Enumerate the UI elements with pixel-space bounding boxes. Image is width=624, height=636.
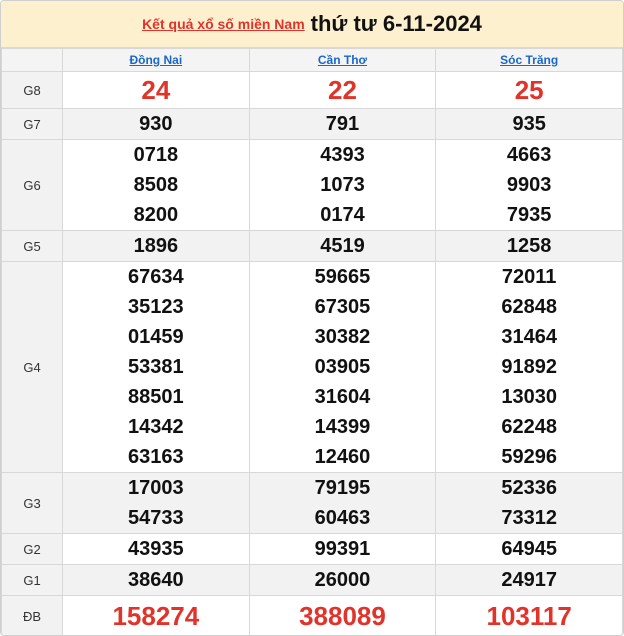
- prize-cell: [249, 140, 436, 231]
- prize-cell: [249, 473, 436, 534]
- prize-cell: [436, 140, 623, 231]
- prize-cell: [63, 534, 250, 565]
- prize-number: 91892: [501, 356, 557, 378]
- corner-cell: [2, 49, 63, 72]
- prize-number: 35123: [128, 296, 184, 318]
- prize-number: 1258: [506, 235, 552, 257]
- prize-number: 54733: [128, 507, 184, 529]
- prize-number: 1073: [320, 174, 365, 196]
- prize-number: 24: [141, 75, 171, 105]
- prize-number: 4663: [506, 144, 552, 166]
- prize-cell: [63, 231, 250, 262]
- prize-row-g6: [2, 140, 623, 231]
- prize-row-g7: [2, 109, 623, 140]
- prize-row-g1: [2, 565, 623, 596]
- prize-cell: [249, 565, 436, 596]
- prize-cell: [63, 109, 250, 140]
- prize-row-g5: [2, 231, 623, 262]
- prize-number: 4519: [320, 235, 365, 257]
- prize-cell: [436, 109, 623, 140]
- prize-number: 67634: [128, 266, 184, 288]
- prize-number: 53381: [128, 356, 184, 378]
- prize-cell: [436, 565, 623, 596]
- prize-number: 99391: [314, 538, 371, 560]
- prize-label: G4: [2, 262, 63, 473]
- prize-cell: [249, 596, 436, 636]
- prize-number: 52336: [501, 477, 557, 499]
- prize-cell: [63, 565, 250, 596]
- prize-number: 0718: [133, 144, 179, 166]
- prize-number: 67305: [314, 296, 371, 318]
- prize-number: 26000: [314, 569, 371, 591]
- prize-cell: [436, 231, 623, 262]
- prize-cell: [63, 72, 250, 109]
- prize-cell: [249, 109, 436, 140]
- province-header-can-tho[interactable]: [249, 49, 436, 72]
- province-link[interactable]: Đồng Nai: [129, 53, 183, 67]
- prize-number: 31604: [314, 386, 371, 408]
- special-prize-number: 158274: [112, 601, 200, 631]
- prize-number: 17003: [128, 477, 184, 499]
- results-region-link[interactable]: Kết quả xổ số miền Nam: [142, 16, 305, 32]
- prize-number: 03905: [314, 356, 371, 378]
- prize-row-g4: [2, 262, 623, 473]
- prize-number: 22: [328, 75, 357, 105]
- prize-cell: [249, 72, 436, 109]
- prize-label: G3: [2, 473, 63, 534]
- prize-cell: [63, 262, 250, 473]
- prize-number: 62248: [501, 416, 557, 438]
- prize-number: 59665: [314, 266, 371, 288]
- prize-number: 73312: [501, 507, 557, 529]
- prize-cell: [63, 596, 250, 636]
- prize-row-g3: [2, 473, 623, 534]
- prize-cell: [249, 231, 436, 262]
- prize-number: 7935: [506, 204, 552, 226]
- prize-number: 12460: [314, 446, 371, 468]
- prize-number: 62848: [501, 296, 557, 318]
- prize-label: G5: [2, 231, 63, 262]
- prize-label: G8: [2, 72, 63, 109]
- prize-number: 9903: [506, 174, 552, 196]
- prize-number: 14342: [128, 416, 184, 438]
- prize-cell: [63, 473, 250, 534]
- prize-label: G2: [2, 534, 63, 565]
- prize-cell: [249, 262, 436, 473]
- prize-number: 88501: [128, 386, 184, 408]
- prize-cell: [63, 140, 250, 231]
- prize-number: 30382: [314, 326, 371, 348]
- prize-number: 59296: [501, 446, 557, 468]
- province-header-row: [2, 49, 623, 72]
- prize-number: 31464: [501, 326, 557, 348]
- prize-cell: [249, 534, 436, 565]
- prize-number: 63163: [128, 446, 184, 468]
- prize-cell: [436, 72, 623, 109]
- prize-number: 0174: [320, 204, 365, 226]
- province-header-soc-trang[interactable]: [436, 49, 623, 72]
- province-link[interactable]: Cần Thơ: [317, 53, 368, 67]
- prize-number: 43935: [128, 538, 184, 560]
- prize-label: G1: [2, 565, 63, 596]
- prize-number: 64945: [501, 538, 557, 560]
- special-prize-number: 388089: [299, 601, 386, 631]
- results-header: [1, 1, 623, 48]
- prize-cell: [436, 262, 623, 473]
- prize-number: 8200: [133, 204, 179, 226]
- prize-number: 4393: [320, 144, 365, 166]
- prize-number: 38640: [128, 569, 184, 591]
- prize-number: 935: [512, 113, 546, 135]
- prize-row-g2: [2, 534, 623, 565]
- prize-row-special: [2, 596, 623, 636]
- province-link[interactable]: Sóc Trăng: [500, 53, 559, 67]
- prize-number: 8508: [133, 174, 179, 196]
- prize-cell: [436, 596, 623, 636]
- prize-number: 72011: [501, 266, 557, 288]
- prize-label: G6: [2, 140, 63, 231]
- prize-number: 791: [325, 113, 360, 135]
- prize-label: ĐB: [2, 596, 63, 636]
- prize-number: 01459: [128, 326, 184, 348]
- province-header-dong-nai[interactable]: [63, 49, 250, 72]
- prize-cell: [436, 473, 623, 534]
- prize-number: 24917: [501, 569, 557, 591]
- prize-number: 25: [514, 75, 544, 105]
- prize-number: 13030: [501, 386, 557, 408]
- prize-number: 14399: [314, 416, 371, 438]
- prize-number: 930: [139, 113, 173, 135]
- prize-number: 60463: [314, 507, 371, 529]
- prize-row-g8: [2, 72, 623, 109]
- prize-number: 1896: [133, 235, 179, 257]
- results-date: thứ tư 6-11-2024: [310, 11, 482, 36]
- prize-number: 79195: [314, 477, 371, 499]
- special-prize-number: 103117: [486, 601, 572, 631]
- results-table: [1, 48, 623, 636]
- prize-cell: [436, 534, 623, 565]
- prize-label: G7: [2, 109, 63, 140]
